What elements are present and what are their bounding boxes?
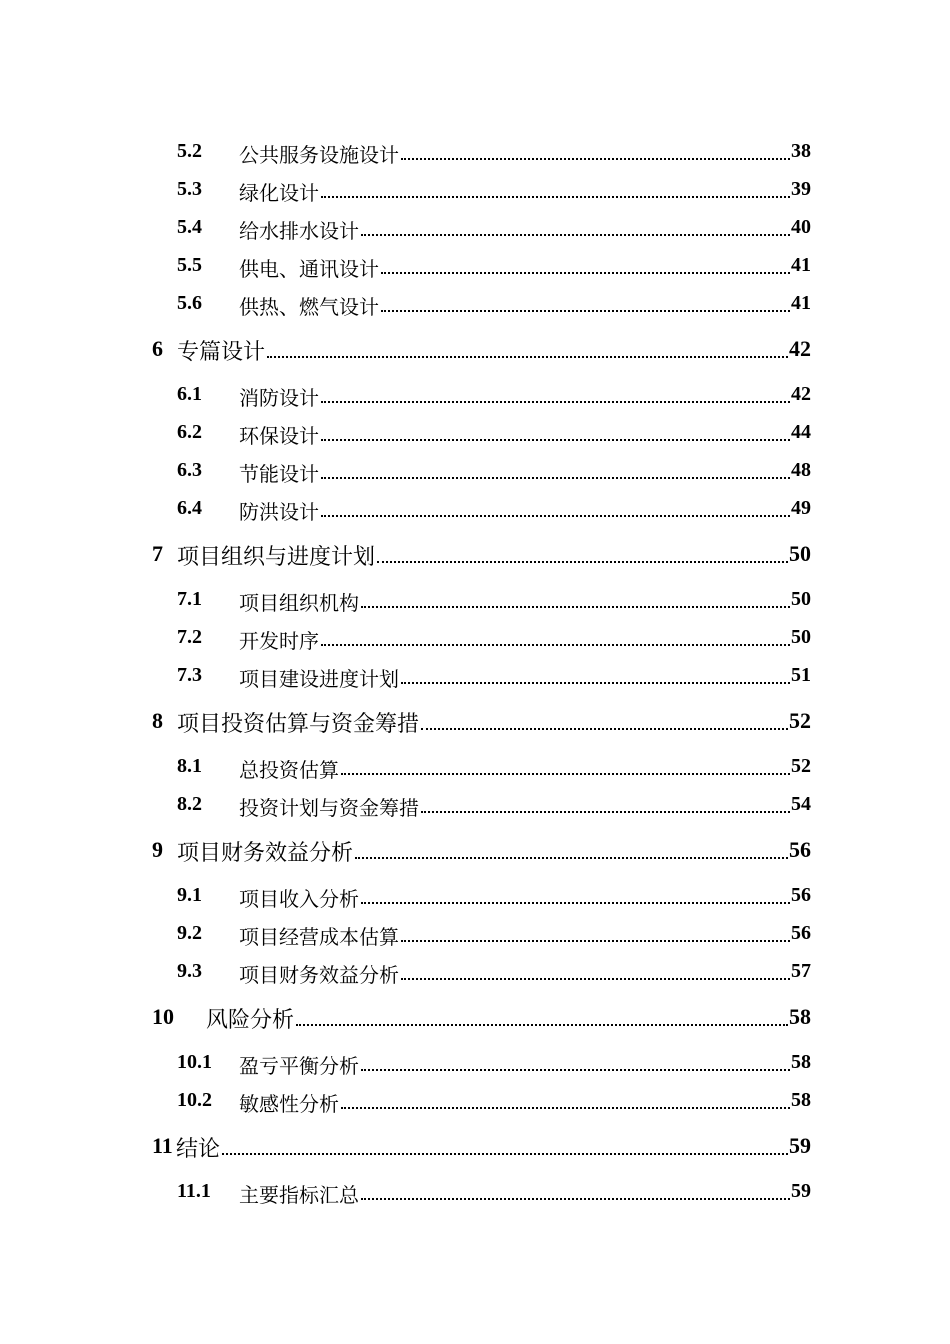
dot-leader [421,811,790,813]
toc-entry-number: 9.1 [177,884,202,906]
toc-entry[interactable] [0,620,950,658]
toc-chapter-number: 10 [152,1004,174,1029]
toc-chapter-title: 项目组织与进度计划 [177,540,376,571]
toc-entry-page: 38 [791,140,811,162]
dot-leader [401,682,790,684]
dot-leader [381,272,790,274]
toc-entry-title: 盈亏平衡分析 [239,1050,360,1079]
toc-entry-number: 6.4 [177,497,202,519]
dot-leader [296,1024,788,1026]
toc-chapter-number: 9 [152,837,163,862]
toc-entry-number: 7.2 [177,626,202,648]
toc-entry-number: 9.3 [177,960,202,982]
toc-entry-number: 7.3 [177,664,202,686]
dot-leader [355,857,788,859]
toc-entry-page: 50 [791,626,811,648]
toc-entry-number: 11.1 [177,1180,211,1202]
toc-entry[interactable] [0,954,950,992]
toc-entry-number: 6.2 [177,421,202,443]
toc-entry-page: 42 [791,383,811,405]
toc-chapter[interactable] [0,330,950,368]
toc-entry-number: 10.1 [177,1051,212,1073]
toc-entry-number: 9.2 [177,922,202,944]
toc-entry-number: 6.1 [177,383,202,405]
toc-entry-title: 项目经营成本估算 [239,921,400,950]
toc-chapter[interactable] [0,702,950,740]
toc-entry-page: 58 [791,1089,811,1111]
toc-entry[interactable] [0,210,950,248]
toc-entry-number: 5.6 [177,292,202,314]
toc-entry[interactable] [0,172,950,210]
dot-leader [341,773,790,775]
toc-entry[interactable] [0,286,950,324]
toc-chapter-title: 项目投资估算与资金筹措 [177,707,420,738]
toc-chapter[interactable] [0,998,950,1036]
dot-leader [421,728,788,730]
toc-entry-title: 项目财务效益分析 [239,959,400,988]
toc-chapter[interactable] [0,831,950,869]
dot-leader [401,978,790,980]
toc-entry-title: 绿化设计 [239,177,320,206]
toc-entry-page: 49 [791,497,811,519]
toc-chapter-number: 7 [152,541,163,566]
toc-entry-title: 给水排水设计 [239,215,360,244]
toc-entry-title: 防洪设计 [239,496,320,525]
dot-leader [361,902,790,904]
toc-chapter[interactable] [0,535,950,573]
dot-leader [401,158,790,160]
toc-entry-page: 50 [791,588,811,610]
toc-entry[interactable] [0,415,950,453]
toc-entry-title: 公共服务设施设计 [239,139,400,168]
dot-leader [361,1198,790,1200]
toc-entry[interactable] [0,248,950,286]
dot-leader [222,1153,788,1155]
toc-entry[interactable] [0,453,950,491]
toc-entry[interactable] [0,658,950,696]
toc-chapter-title: 专篇设计 [177,335,266,366]
toc-entry-page: 39 [791,178,811,200]
toc-entry-page: 41 [791,292,811,314]
toc-entry-number: 5.5 [177,254,202,276]
toc-entry-title: 项目建设进度计划 [239,663,400,692]
toc-entry-page: 48 [791,459,811,481]
toc-chapter[interactable] [0,1127,950,1165]
toc-entry[interactable] [0,1174,950,1212]
toc-entry-title: 环保设计 [239,420,320,449]
dot-leader [381,310,790,312]
dot-leader [361,1069,790,1071]
toc-entry[interactable] [0,749,950,787]
dot-leader [401,940,790,942]
toc-chapter-number: 11 [152,1133,173,1158]
dot-leader [321,644,790,646]
dot-leader [321,515,790,517]
toc-entry[interactable] [0,582,950,620]
toc-entry-number: 8.2 [177,793,202,815]
toc-entry[interactable] [0,878,950,916]
toc-entry-title: 项目收入分析 [239,883,360,912]
toc-entry[interactable] [0,787,950,825]
toc-entry-number: 5.2 [177,140,202,162]
dot-leader [341,1107,790,1109]
toc-entry-title: 节能设计 [239,458,320,487]
dot-leader [321,401,790,403]
toc-entry-page: 56 [791,884,811,906]
toc-chapter-title: 结论 [176,1132,221,1163]
toc-entry-page: 57 [791,960,811,982]
toc-chapter-page: 50 [789,541,811,566]
toc-entry-title: 主要指标汇总 [239,1179,360,1208]
toc-entry-title: 总投资估算 [239,754,340,783]
toc-entry-page: 56 [791,922,811,944]
dot-leader [321,196,790,198]
toc-chapter-page: 56 [789,837,811,862]
dot-leader [361,606,790,608]
toc-entry-title: 消防设计 [239,382,320,411]
toc-entry-number: 8.1 [177,755,202,777]
dot-leader [321,439,790,441]
toc-chapter-page: 58 [789,1004,811,1029]
dot-leader [321,477,790,479]
toc-entry-title: 供热、燃气设计 [239,291,380,320]
toc-entry-number: 7.1 [177,588,202,610]
toc-entry-title: 供电、通讯设计 [239,253,380,282]
toc-entry-page: 44 [791,421,811,443]
toc-entry-title: 投资计划与资金筹措 [239,792,420,821]
toc-entry-title: 项目组织机构 [239,587,360,616]
toc-entry-page: 54 [791,793,811,815]
toc-chapter-title: 项目财务效益分析 [177,836,354,867]
toc-entry[interactable] [0,1083,950,1121]
toc-entry-page: 40 [791,216,811,238]
toc-chapter-page: 42 [789,336,811,361]
dot-leader [361,234,790,236]
toc-entry-title: 敏感性分析 [239,1088,340,1117]
toc-entry[interactable] [0,491,950,529]
toc-entry-page: 58 [791,1051,811,1073]
toc-chapter-number: 6 [152,336,163,361]
toc-entry[interactable] [0,916,950,954]
toc-chapter-title: 风险分析 [206,1003,295,1034]
dot-leader [377,561,788,563]
toc-entry[interactable] [0,1045,950,1083]
toc-entry-page: 59 [791,1180,811,1202]
toc-entry-number: 10.2 [177,1089,212,1111]
toc-entry[interactable] [0,377,950,415]
toc-entry-title: 开发时序 [239,625,320,654]
toc-chapter-number: 8 [152,708,163,733]
toc-chapter-page: 59 [789,1133,811,1158]
toc-entry-number: 5.3 [177,178,202,200]
toc-entry-page: 41 [791,254,811,276]
toc-entry-page: 52 [791,755,811,777]
dot-leader [267,356,788,358]
toc-entry-page: 51 [791,664,811,686]
toc-chapter-page: 52 [789,708,811,733]
toc-entry-number: 5.4 [177,216,202,238]
toc-entry-number: 6.3 [177,459,202,481]
toc-entry[interactable] [0,134,950,172]
